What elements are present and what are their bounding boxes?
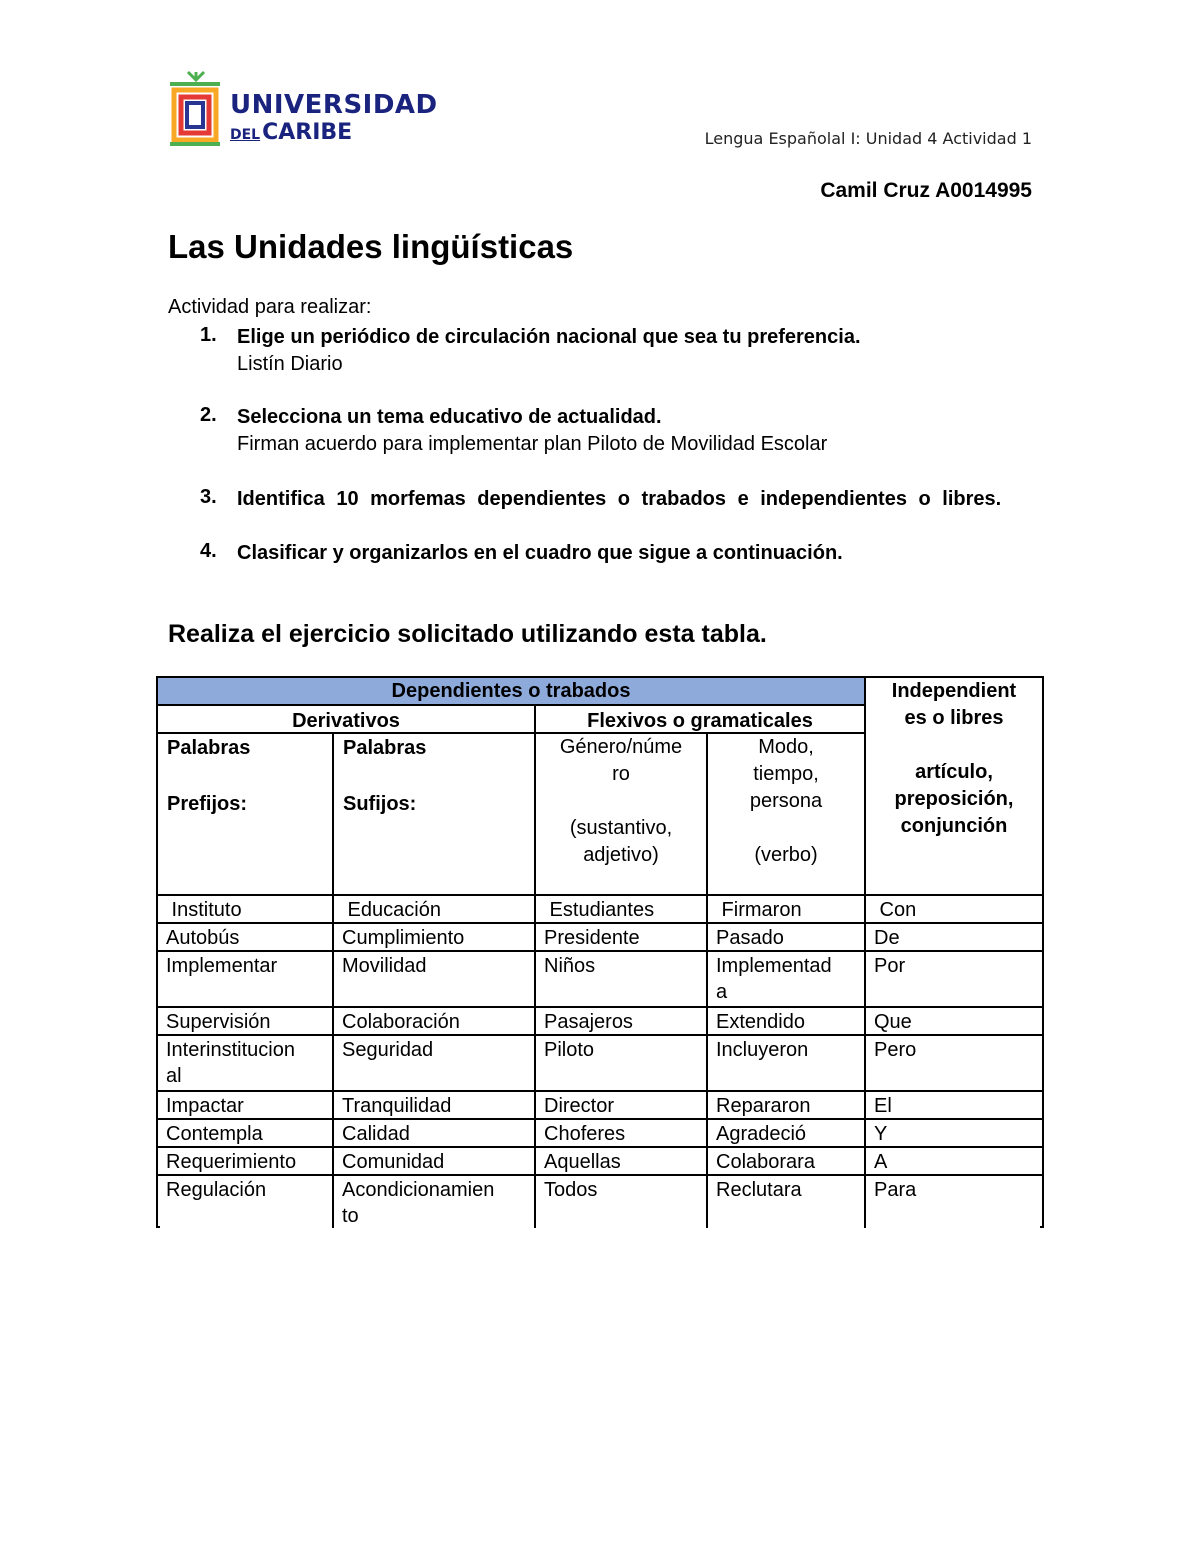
header-sufijos-l1: Palabras <box>343 737 427 759</box>
header-modo-l1: Modo, <box>758 736 814 758</box>
table-cell: Extendido <box>716 1011 805 1033</box>
header-derivativos: Derivativos <box>292 710 400 732</box>
activity-intro: Actividad para realizar: <box>168 296 372 318</box>
list-item <box>200 324 1033 378</box>
table-cell: Por <box>874 955 906 977</box>
table-cell: Estudiantes <box>544 899 655 921</box>
item-number: 2. <box>200 404 217 426</box>
table-cell: Implementar <box>166 955 278 977</box>
logo-text-caribe <box>230 120 352 145</box>
table-cell: Pasajeros <box>544 1011 633 1033</box>
item-number: 4. <box>200 540 217 562</box>
table-cell: Piloto <box>544 1039 595 1061</box>
course-header: Lengua Españolal I: Unidad 4 Actividad 1 <box>704 129 1032 148</box>
table-cell: Pero <box>874 1039 917 1061</box>
logo-text-del: DEL <box>230 127 261 143</box>
table-cell: Comunidad <box>342 1151 445 1173</box>
table-cell: Incluyeron <box>716 1039 809 1061</box>
table-divider <box>156 894 1044 896</box>
table-cell: Aquellas <box>544 1151 621 1173</box>
item-number: 1. <box>200 324 217 346</box>
header-prefijos-l1: Palabras <box>167 737 251 759</box>
table-cell: Cumplimiento <box>342 927 465 949</box>
header-independientes-l2: es o libres <box>904 707 1004 729</box>
table-border-bottom-tick <box>156 1226 160 1228</box>
header-independientes-l5: conjunción <box>900 815 1008 837</box>
header-modo-l4: (verbo) <box>754 844 818 866</box>
table-cell: Contempla <box>166 1123 263 1145</box>
table-cell: Tranquilidad <box>342 1095 452 1117</box>
table-divider <box>332 732 334 1228</box>
table-cell: Repararon <box>716 1095 811 1117</box>
header-independientes-l4: preposición, <box>894 788 1014 810</box>
morphemes-table <box>156 676 1044 1228</box>
table-cell: Regulación <box>166 1179 267 1201</box>
table-cell: Acondicionamien to <box>342 1179 495 1227</box>
table-cell: Director <box>544 1095 615 1117</box>
table-cell: Requerimiento <box>166 1151 297 1173</box>
author-name: Camil Cruz A0014995 <box>820 179 1032 202</box>
table-cell: Firmaron <box>716 899 802 921</box>
table-cell: Reclutara <box>716 1179 802 1201</box>
header-modo-l2: tiempo, <box>753 763 819 785</box>
logo-text-caribe-word: CARIBE <box>262 120 353 145</box>
table-cell: Instituto <box>166 899 242 921</box>
logo-text-universidad: UNIVERSIDAD <box>230 90 438 120</box>
item-answer: Firman acuerdo para implementar plan Piloto de Movilidad Escolar <box>237 433 828 455</box>
table-divider <box>706 732 708 1228</box>
table-cell: Movilidad <box>342 955 427 977</box>
table-cell: Pasado <box>716 927 784 949</box>
header-independientes <box>865 678 1043 892</box>
table-divider <box>156 732 864 734</box>
item-question: Identifica 10 morfemas dependientes o trabados e independientes o libres. <box>237 488 1002 510</box>
table-cell: Implementad a <box>716 955 832 1003</box>
item-number: 3. <box>200 486 217 508</box>
table-divider <box>534 704 536 1228</box>
table-cell: Seguridad <box>342 1039 434 1061</box>
table-border-top <box>156 676 1044 678</box>
table-cell: Calidad <box>342 1123 410 1145</box>
item-question: Elige un periódico de circulación nacional que sea tu preferencia. <box>237 326 861 348</box>
university-logo <box>166 68 438 148</box>
table-cell: Supervisión <box>166 1011 271 1033</box>
table-cell: Agradeció <box>716 1123 807 1145</box>
table-cell: Y <box>874 1123 888 1145</box>
list-item <box>200 540 1033 566</box>
header-independientes-l3: artículo, <box>915 761 993 783</box>
header-sufijos <box>343 734 533 894</box>
list-item <box>200 404 1033 458</box>
table-cell: Educación <box>342 899 441 921</box>
table-cell: Niños <box>544 955 596 977</box>
table-cell: Colaboración <box>342 1011 460 1033</box>
table-divider <box>156 704 864 706</box>
header-genero-l1: Género/núme <box>559 736 683 758</box>
table-cell: Impactar <box>166 1095 244 1117</box>
table-cell: Para <box>874 1179 917 1201</box>
row-divider <box>156 1034 1044 1036</box>
header-prefijos-l2: Prefijos: <box>167 793 248 815</box>
row-divider <box>156 1174 1044 1176</box>
header-dependientes: Dependientes o trabados <box>158 678 864 704</box>
row-divider <box>156 1146 1044 1148</box>
table-cell: Autobús <box>166 927 240 949</box>
table-cell: Presidente <box>544 927 640 949</box>
item-question: Selecciona un tema educativo de actualidad. <box>237 406 662 428</box>
item-question: Clasificar y organizarlos en el cuadro que sigue a continuación. <box>237 542 843 564</box>
table-cell: Interinstitucion al <box>166 1039 295 1087</box>
header-genero-l3: (sustantivo, <box>569 817 673 839</box>
table-cell: Choferes <box>544 1123 626 1145</box>
header-genero-numero <box>536 734 706 894</box>
row-divider <box>156 1090 1044 1092</box>
row-divider <box>156 1006 1044 1008</box>
table-cell: De <box>874 927 900 949</box>
header-flexivos: Flexivos o gramaticales <box>587 710 813 732</box>
header-modo-tiempo <box>708 734 864 894</box>
header-genero-l4: adjetivo) <box>583 844 659 866</box>
table-cell: Todos <box>544 1179 598 1201</box>
header-prefijos <box>167 734 332 894</box>
header-modo-l3: persona <box>749 790 823 812</box>
table-cell: Colaborara <box>716 1151 815 1173</box>
table-cell: Que <box>874 1011 912 1033</box>
table-border-bottom-tick <box>1040 1226 1044 1228</box>
header-sufijos-l2: Sufijos: <box>343 793 417 815</box>
page-title: Las Unidades lingüísticas <box>168 228 574 265</box>
row-divider <box>156 950 1044 952</box>
item-answer: Listín Diario <box>237 353 343 375</box>
row-divider <box>156 1118 1044 1120</box>
section-subtitle: Realiza el ejercicio solicitado utilizando esta tabla. <box>168 620 767 648</box>
table-cell: El <box>874 1095 892 1117</box>
row-divider <box>156 922 1044 924</box>
header-independientes-l1: Independient <box>891 680 1017 702</box>
header-genero-l2: ro <box>612 763 630 785</box>
logo-emblem-icon <box>166 68 226 148</box>
table-cell: A <box>874 1151 888 1173</box>
list-item <box>200 486 1033 512</box>
table-cell: Con <box>874 899 917 921</box>
